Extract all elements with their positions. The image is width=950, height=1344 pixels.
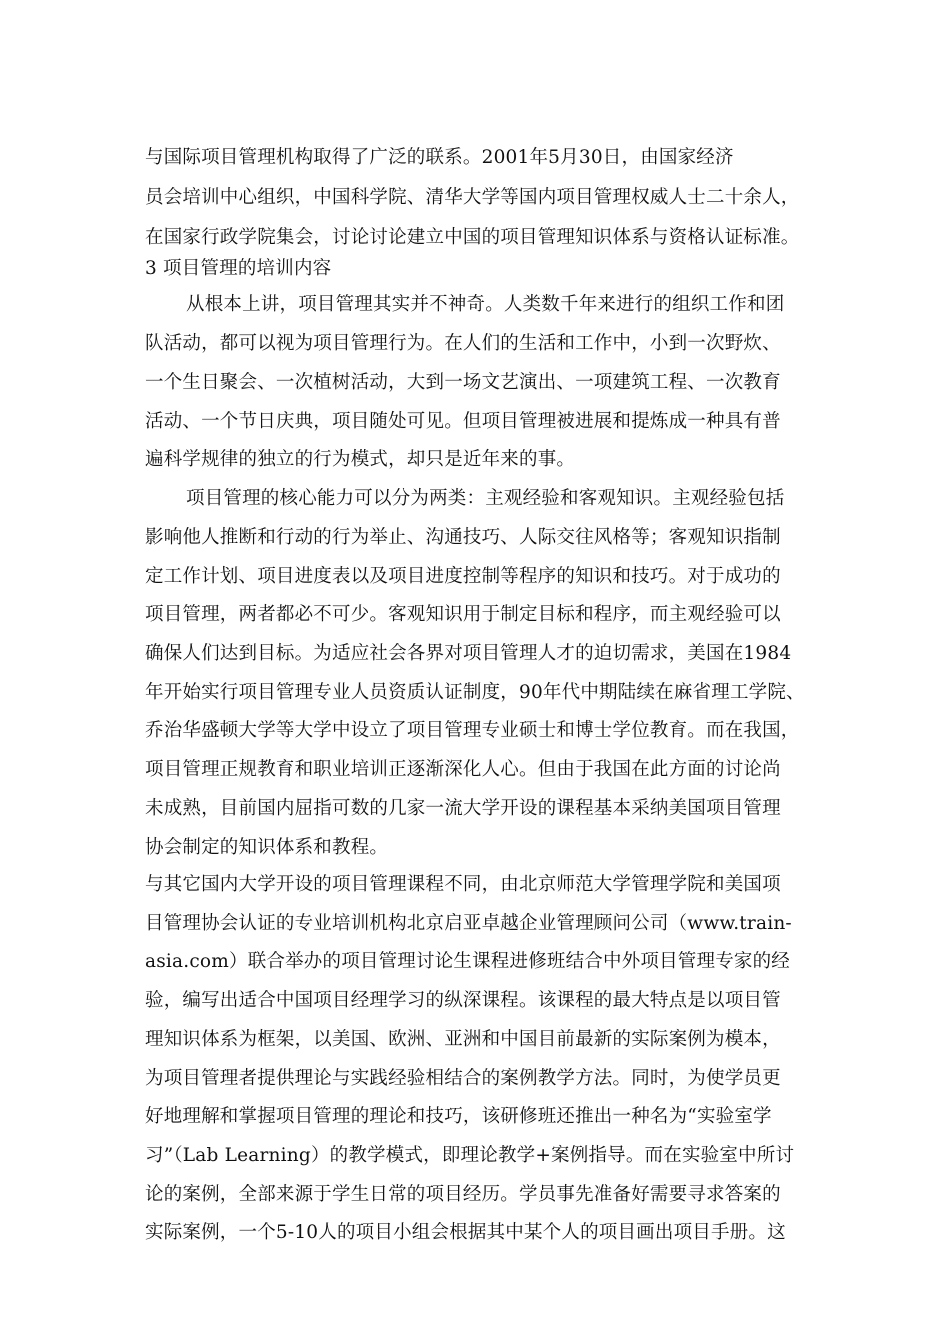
text-line: 与国际项目管理机构取得了广泛的联系。2001年5月30日，由国家经济 [145,147,734,168]
text-line: 协会制定的知识体系和教程。 [145,837,389,858]
text-line: 项目管理，两者都必不可少。客观知识用于制定目标和程序，而主观经验可以 [145,604,781,625]
text-line: 好地理解和掌握项目管理的理论和技巧，该研修班还推出一种名为“实验室学 [145,1106,772,1127]
text-line: 队活动，都可以视为项目管理行为。在人们的生活和工作中，小到一次野炊、 [145,333,781,354]
text-line: 未成熟，目前国内屈指可数的几家一流大学开设的课程基本采纳美国项目管理 [145,798,781,819]
text-line: 定工作计划、项目进度表以及项目进度控制等程序的知识和技巧。对于成功的 [145,566,781,587]
text-line: 遍科学规律的独立的行为模式，却只是近年来的事。 [145,449,576,470]
text-line: 实际案例，一个5-10人的项目小组会根据其中某个人的项目画出项目手册。这 [145,1222,786,1243]
text-line: 影响他人推断和行动的行为举止、沟通技巧、人际交往风格等；客观知识指制 [145,527,781,548]
text-line: 与其它国内大学开设的项目管理课程不同，由北京师范大学管理学院和美国项 [145,874,781,895]
text-line: 目管理协会认证的专业培训机构北京启亚卓越企业管理顾问公司（www.train- [145,913,792,934]
text-line: 为项目管理者提供理论与实践经验相结合的案例教学方法。同时，为使学员更 [145,1068,781,1089]
text-line: 活动、一个节日庆典，项目随处可见。但项目管理被进展和提炼成一种具有普 [145,411,781,432]
section-heading: 3 项目管理的培训内容 [145,258,332,279]
text-line: 年开始实行项目管理专业人员资质认证制度，90年代中期陆续在麻省理工学院、 [145,682,805,703]
text-line: 项目管理的核心能力可以分为两类：主观经验和客观知识。主观经验包括 [186,488,785,509]
text-line: 乔治华盛顿大学等大学中设立了项目管理专业硕士和博士学位教育。而在我国， [145,720,800,741]
text-line: 员会培训中心组织，中国科学院、清华大学等国内项目管理权威人士二十余人， [145,187,800,208]
text-line: 理知识体系为框架，以美国、欧洲、亚洲和中国目前最新的实际案例为模本， [145,1029,781,1050]
text-line: asia.com）联合举办的项目管理讨论生课程进修班结合中外项目管理专家的经 [145,951,790,972]
text-line: 在国家行政学院集会，讨论讨论建立中国的项目管理知识体系与资格认证标准。 [145,227,800,248]
text-line: 一个生日聚会、一次植树活动，大到一场文艺演出、一项建筑工程、一次教育 [145,372,781,393]
text-line: 习”（Lab Learning）的教学模式，即理论教学+案例指导。而在实验室中所讨 [145,1145,795,1166]
text-line: 确保人们达到目标。为适应社会各界对项目管理人才的迫切需求，美国在1984 [145,643,792,664]
text-line: 项目管理正规教育和职业培训正逐渐深化人心。但由于我国在此方面的讨论尚 [145,759,781,780]
text-line: 从根本上讲，项目管理其实并不神奇。人类数千年来进行的组织工作和团 [186,294,785,315]
text-line: 验，编写出适合中国项目经理学习的纵深课程。该课程的最大特点是以项目管 [145,990,781,1011]
text-line: 论的案例，全部来源于学生日常的项目经历。学员事先准备好需要寻求答案的 [145,1184,781,1205]
